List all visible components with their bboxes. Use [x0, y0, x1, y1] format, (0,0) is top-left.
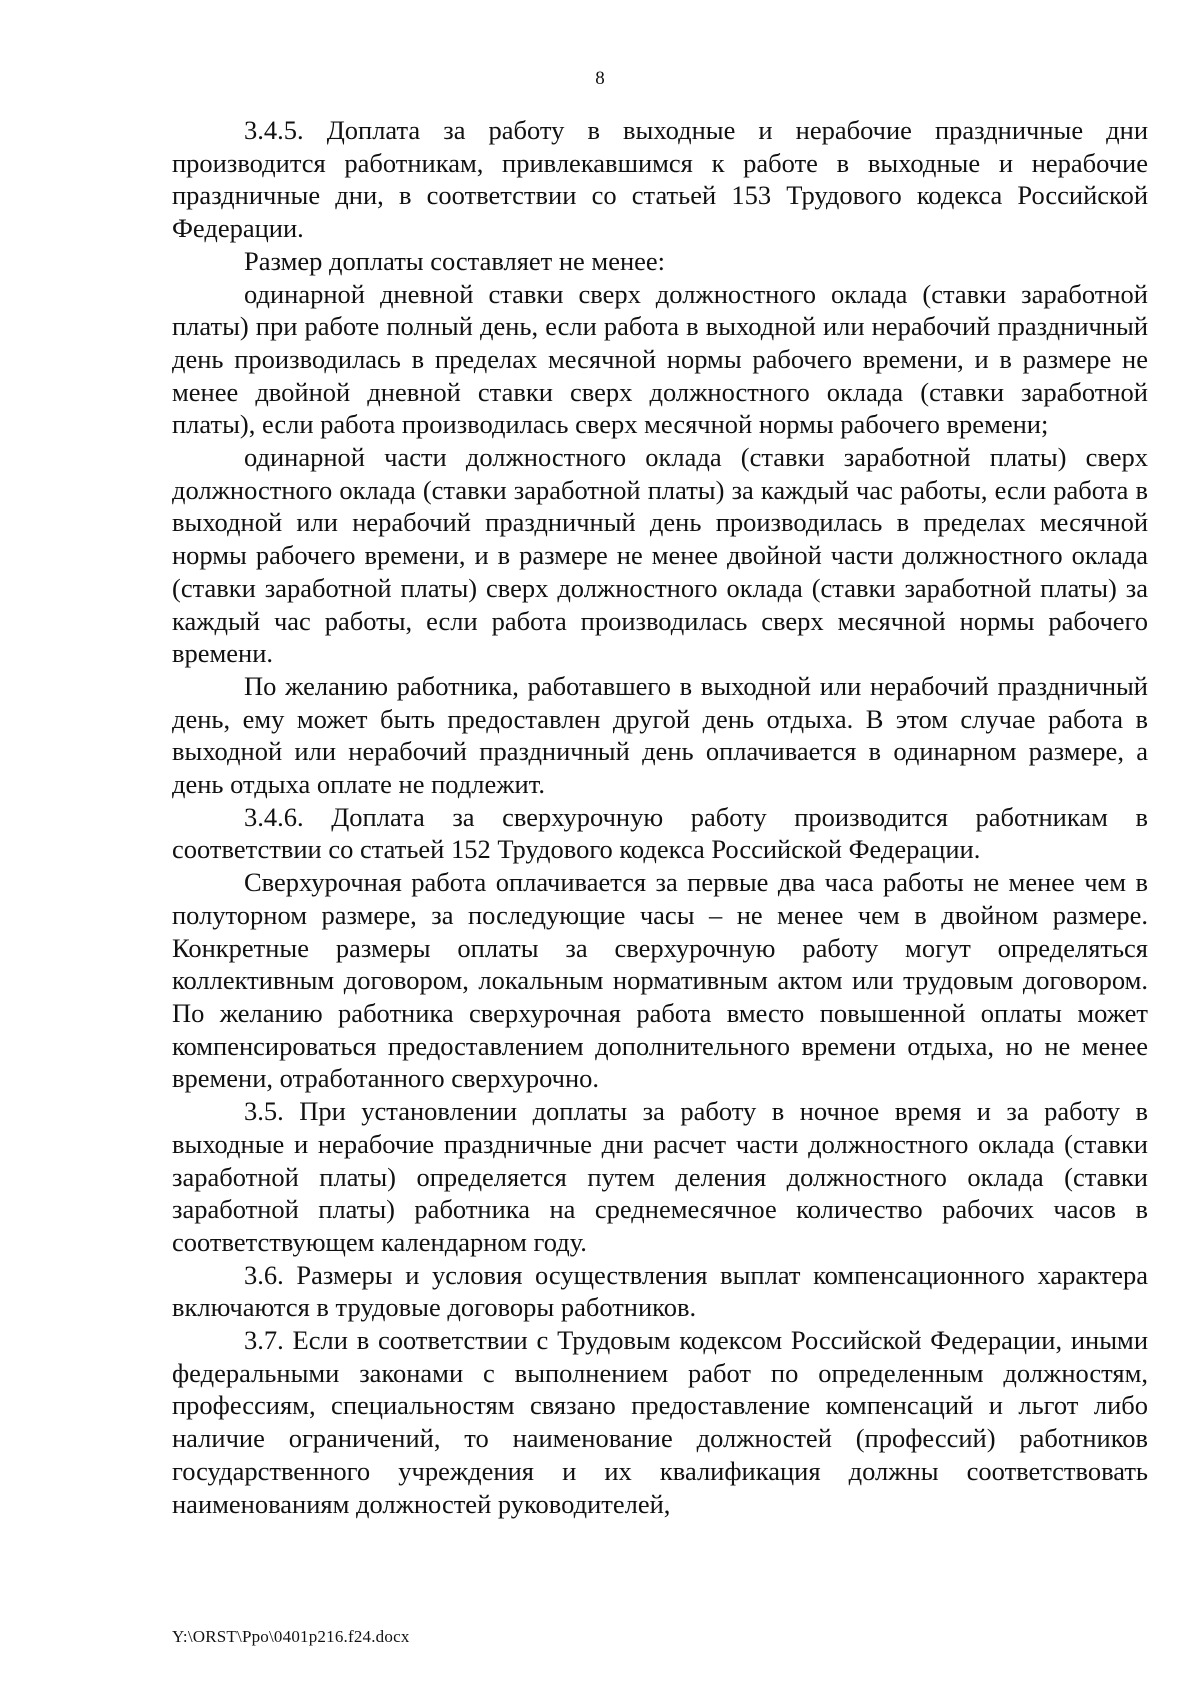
page-number: 8: [595, 68, 605, 89]
footer-file-path: Y:\ORST\Ppo\0401p216.f24.docx: [172, 1627, 410, 1646]
paragraph-3-4-5: 3.4.5. Доплата за работу в выходные и нерабочие праздничные дни производится работникам, привлекавшимся к работе в выходные и нерабочие праздничные дни, в соответствии со статьей 153 Трудового кодекса Российской Федерации.: [172, 115, 1148, 244]
paragraph-single-hourly-part: одинарной части должностного оклада (ставки заработной платы) сверх должностного оклада (ставки заработной платы) за каждый час работы, если работа в выходной или нерабочий праздничный день производилась в пределах месячной нормы рабочего времени, и в размере не менее двойной части должностного оклада (ставки заработной платы) сверх должностного оклада (ставки заработной платы) за каждый час работы, если работа производилась сверх месячной нормы рабочего времени.: [172, 442, 1148, 669]
paragraph-payment-size-intro: Размер доплаты составляет не менее:: [244, 245, 666, 276]
paragraph-overtime-payment: Сверхурочная работа оплачивается за первые два часа работы не менее чем в полуторном размере, за последующие часы – не менее чем в двойном размере. Конкретные размеры оплаты за сверхурочную работу могут определяться коллективным договором, локальным нормативным актом или трудовым договором. По желанию работника сверхурочная работа вместо повышенной оплаты может компенсироваться предоставлением дополнительного времени отдыха, но не менее времени, отработанного сверхурочно.: [172, 867, 1148, 1094]
paragraph-3-5: 3.5. При установлении доплаты за работу в ночное время и за работу в выходные и нерабочие праздничные дни расчет части должностного оклада (ставки заработной платы) определяется путем деления должностного оклада (ставки заработной платы) работника на среднемесячное количество рабочих часов в соответствующем календарном году.: [172, 1096, 1148, 1257]
paragraph-3-7: 3.7. Если в соответствии с Трудовым кодексом Российской Федерации, иными федеральными законами с выполнением работ по определенным должностям, профессиям, специальностям связано предоставление компенсаций и льгот либо наличие ограничений, то наименование должностей (профессий) работников государственного учреждения и их квалификация должны соответствовать наименованиям должностей руководителей,: [172, 1325, 1148, 1519]
paragraph-3-4-6: 3.4.6. Доплата за сверхурочную работу производится работникам в соответствии со статьей 152 Трудового кодекса Российской Федерации.: [172, 801, 1148, 865]
paragraph-single-daily-rate: одинарной дневной ставки сверх должностного оклада (ставки заработной платы) при работе полный день, если работа в выходной или нерабочий праздничный день производилась в пределах месячной нормы рабочего времени, и в размере не менее двойной дневной ставки сверх должностного оклада (ставки заработной платы), если работа производилась сверх месячной нормы рабочего времени;: [172, 278, 1148, 440]
paragraph-day-off-option: По желанию работника, работавшего в выходной или нерабочий праздничный день, ему может быть предоставлен другой день отдыха. В этом случае работа в выходной или нерабочий праздничный день оплачивается в одинарном размере, а день отдыха оплате не подлежит.: [172, 670, 1148, 800]
document-body: [172, 114, 1148, 1520]
paragraph-3-6: 3.6. Размеры и условия осуществления выплат компенсационного характера включаются в трудовые договоры работников.: [172, 1259, 1148, 1323]
